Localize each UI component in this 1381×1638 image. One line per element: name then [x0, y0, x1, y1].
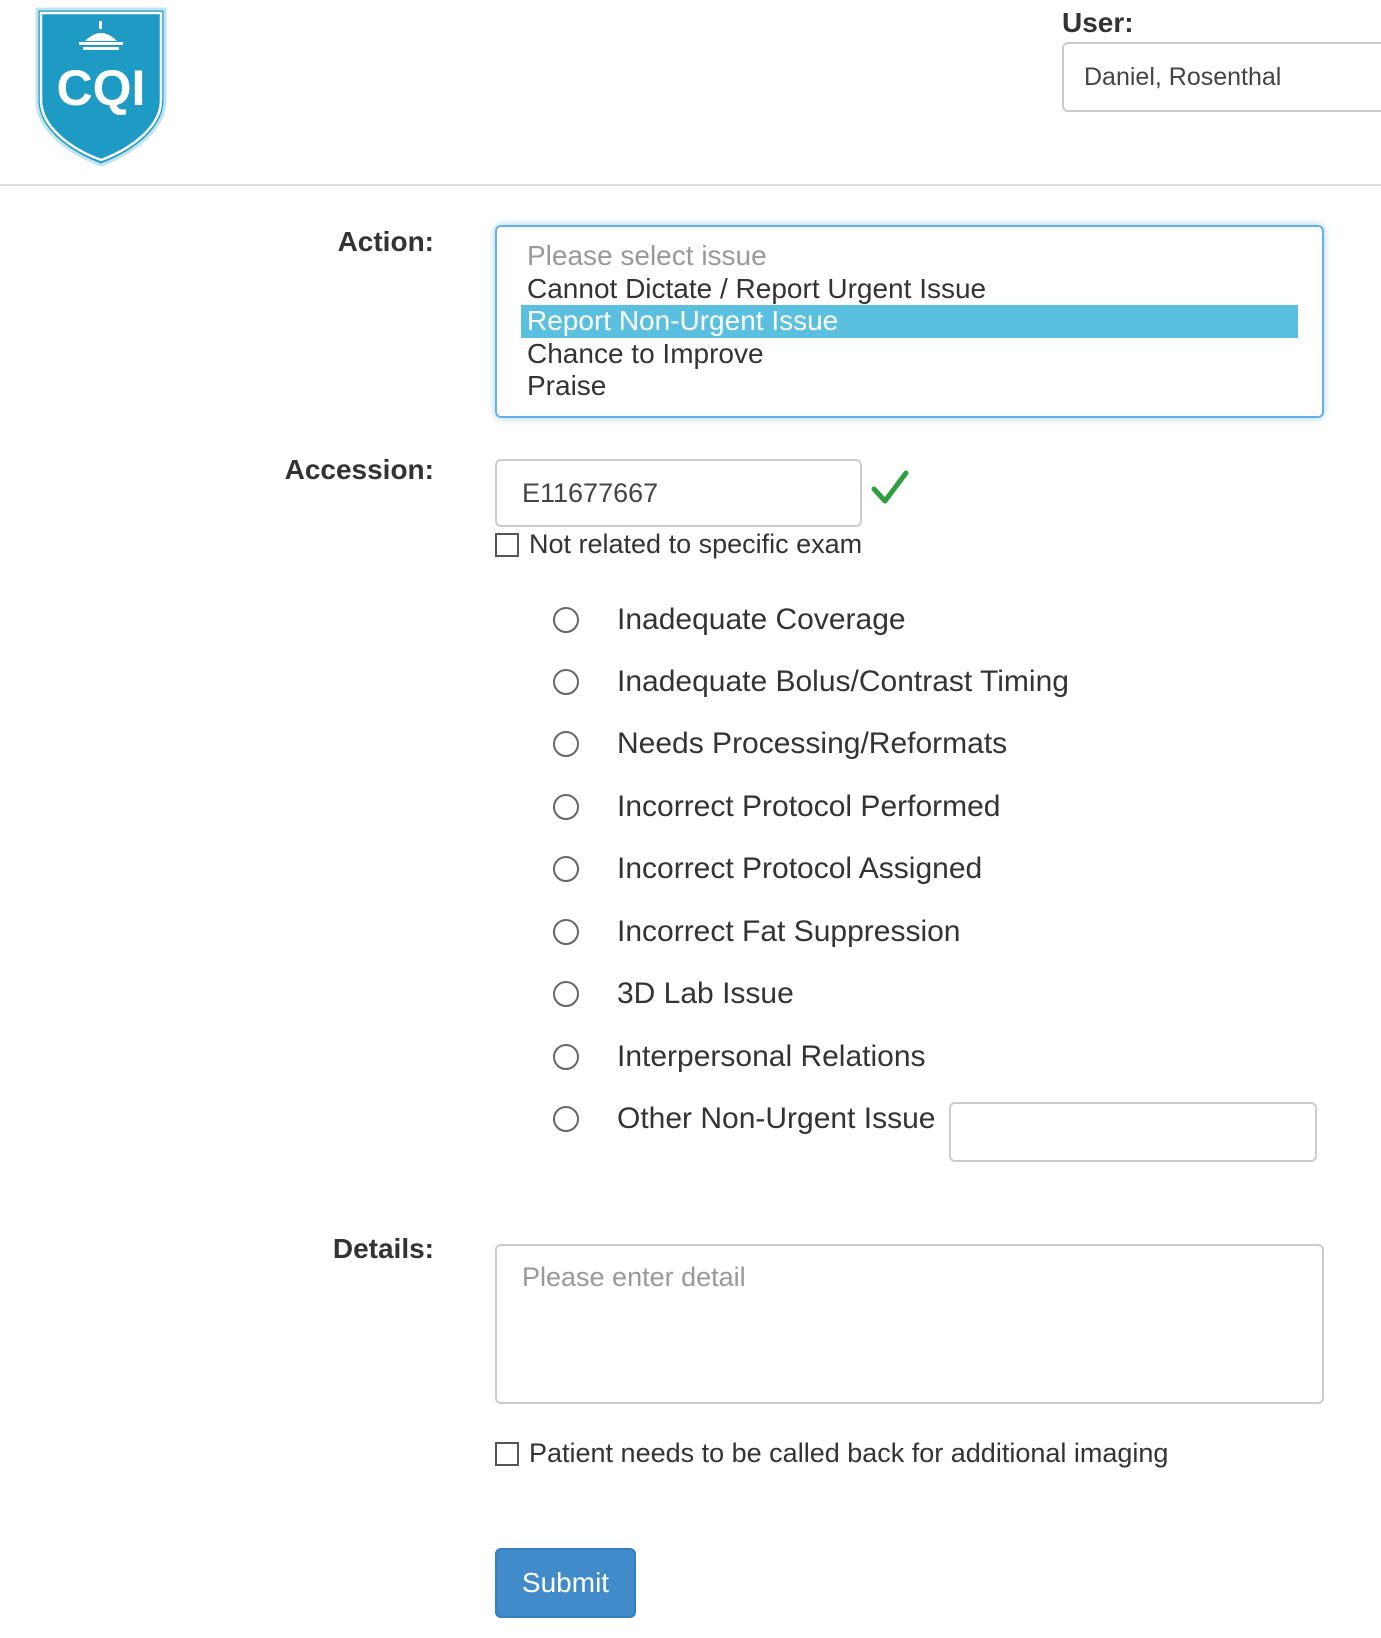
header-divider [0, 184, 1381, 186]
issue-radio-row[interactable] [553, 1040, 926, 1074]
issue-radio-label: Inadequate Bolus/Contrast Timing [617, 665, 1069, 698]
action-option[interactable]: Cannot Dictate / Report Urgent Issue [527, 272, 987, 304]
callback-checkbox-row[interactable] [495, 1438, 1168, 1469]
issue-radio-row[interactable] [553, 790, 1000, 824]
action-label: Action: [337, 226, 434, 257]
issue-radio-row[interactable] [553, 1102, 935, 1136]
user-field[interactable]: Daniel, Rosenthal [1062, 42, 1381, 112]
issue-radio[interactable] [553, 1106, 579, 1132]
callback-label: Patient needs to be called back for additional imaging [529, 1438, 1169, 1468]
checkmark-icon [870, 468, 910, 508]
issue-radio[interactable] [553, 1044, 579, 1070]
issue-radio-label: Other Non-Urgent Issue [617, 1102, 936, 1135]
issue-radio-label: Incorrect Protocol Performed [617, 790, 1001, 823]
issue-radio-row[interactable] [553, 665, 1069, 699]
issue-radio-label: Incorrect Fat Suppression [617, 915, 961, 948]
not-related-checkbox-row[interactable] [495, 529, 862, 560]
issue-radio-row[interactable] [553, 915, 961, 949]
issue-radio-row[interactable] [553, 603, 906, 637]
issue-radio[interactable] [553, 669, 579, 695]
cqi-logo [33, 5, 169, 171]
other-issue-input[interactable] [949, 1102, 1317, 1162]
issue-radio[interactable] [553, 856, 579, 882]
issue-radio-row[interactable] [553, 977, 794, 1011]
issue-radio-label: Incorrect Protocol Assigned [617, 852, 983, 885]
issue-radio[interactable] [553, 981, 579, 1007]
accession-input[interactable]: E11677667 [495, 459, 862, 527]
issue-radio-label: Interpersonal Relations [617, 1040, 926, 1073]
action-listbox[interactable] [495, 225, 1324, 418]
accession-label: Accession: [284, 454, 434, 485]
issue-radio-row[interactable] [553, 727, 1007, 761]
action-option[interactable]: Chance to Improve [527, 337, 764, 369]
submit-button[interactable]: Submit [495, 1548, 636, 1618]
issue-radio[interactable] [553, 919, 579, 945]
issue-radio-label: Inadequate Coverage [617, 603, 906, 636]
issue-radio-label: 3D Lab Issue [617, 977, 794, 1010]
issue-radio-row[interactable] [553, 852, 982, 886]
user-label: User: [1062, 7, 1134, 38]
action-option[interactable]: Please select issue [527, 240, 767, 271]
issue-radio[interactable] [553, 607, 579, 633]
details-label: Details: [332, 1233, 434, 1264]
callback-checkbox[interactable] [495, 1442, 519, 1466]
issue-radio[interactable] [553, 731, 579, 757]
not-related-label: Not related to specific exam [529, 529, 863, 559]
action-option[interactable]: Praise [527, 370, 607, 401]
issue-radio[interactable] [553, 794, 579, 820]
details-textarea[interactable]: Please enter detail [495, 1244, 1324, 1404]
not-related-checkbox[interactable] [495, 533, 519, 557]
logo-text: CQI [56, 60, 146, 116]
issue-radio-label: Needs Processing/Reformats [617, 727, 1008, 760]
action-option[interactable]: Report Non-Urgent Issue [521, 305, 1298, 338]
